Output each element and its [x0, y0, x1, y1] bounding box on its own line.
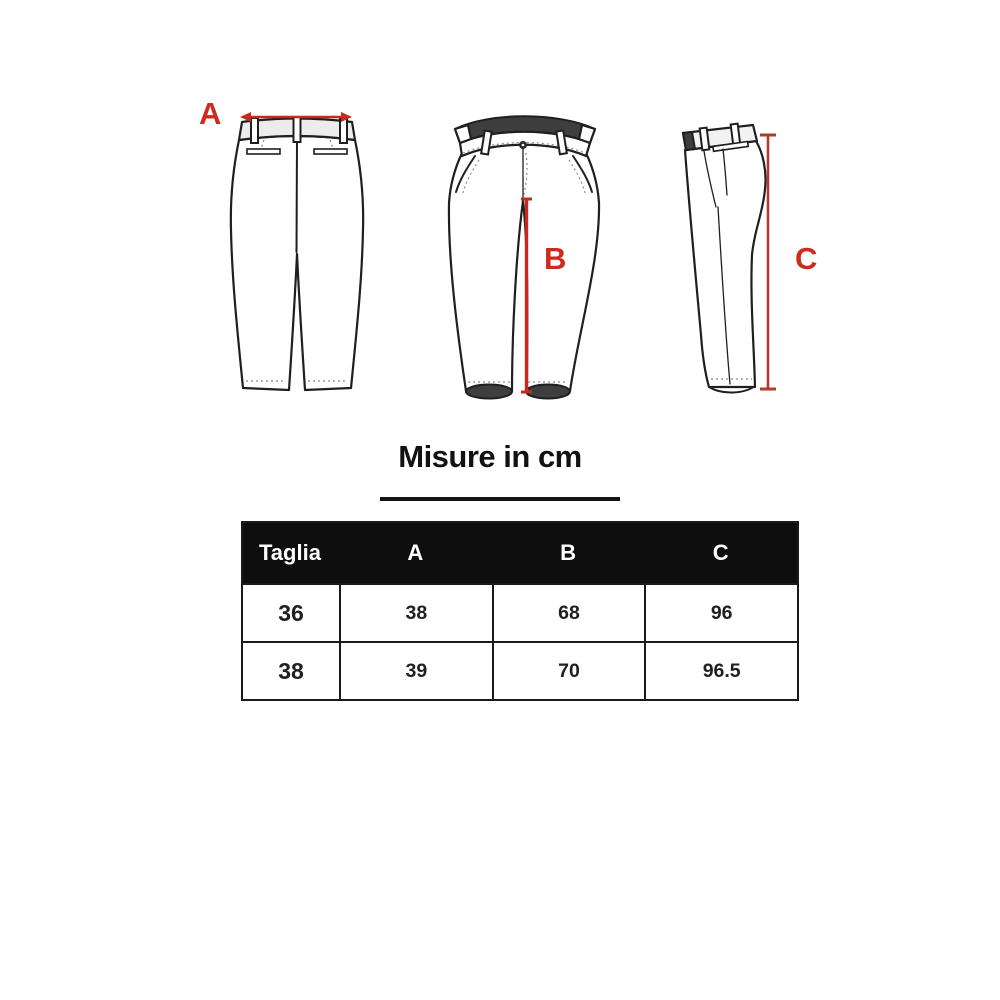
waistband-end — [683, 132, 695, 150]
size-table — [241, 521, 799, 701]
measure-label-b: B — [544, 241, 567, 276]
size-row-36 — [243, 583, 797, 641]
cell-measure-a: 39 — [339, 643, 492, 699]
leg-opening — [526, 385, 570, 399]
belt-loop — [700, 128, 710, 151]
belt-loop — [294, 117, 301, 142]
cell-measure-b: 68 — [492, 585, 645, 641]
back-pocket-welt — [247, 149, 280, 154]
cell-measure-c: 96 — [644, 585, 797, 641]
pants-back-view-illustration — [210, 92, 396, 404]
measure-label-c: C — [795, 241, 818, 276]
center-back-seam — [297, 139, 298, 252]
cell-measure-a: 38 — [339, 585, 492, 641]
cell-taglia: 36 — [278, 599, 304, 626]
pants-front-body — [449, 143, 599, 392]
size-row-38 — [243, 641, 797, 699]
back-pocket-welt — [314, 149, 347, 154]
leg-opening — [466, 385, 512, 399]
title-divider — [380, 497, 620, 501]
cell-measure-c: 96.5 — [644, 643, 797, 699]
header-cell-b: B — [560, 540, 576, 565]
waistband-end-tab — [579, 125, 595, 143]
belt-loop — [251, 118, 258, 143]
measure-label-a: A — [199, 96, 222, 131]
header-cell-c: C — [712, 540, 729, 565]
size-table-header-row — [243, 523, 797, 583]
cell-taglia: 38 — [278, 657, 304, 684]
header-cell-a: A — [407, 540, 424, 565]
waistband-end-tab — [455, 125, 471, 143]
cell-measure-b: 70 — [492, 643, 645, 699]
pants-front-view-illustration — [432, 95, 616, 407]
header-cell-taglia: Taglia — [259, 540, 321, 565]
page-title: Misure in cm — [398, 439, 582, 474]
